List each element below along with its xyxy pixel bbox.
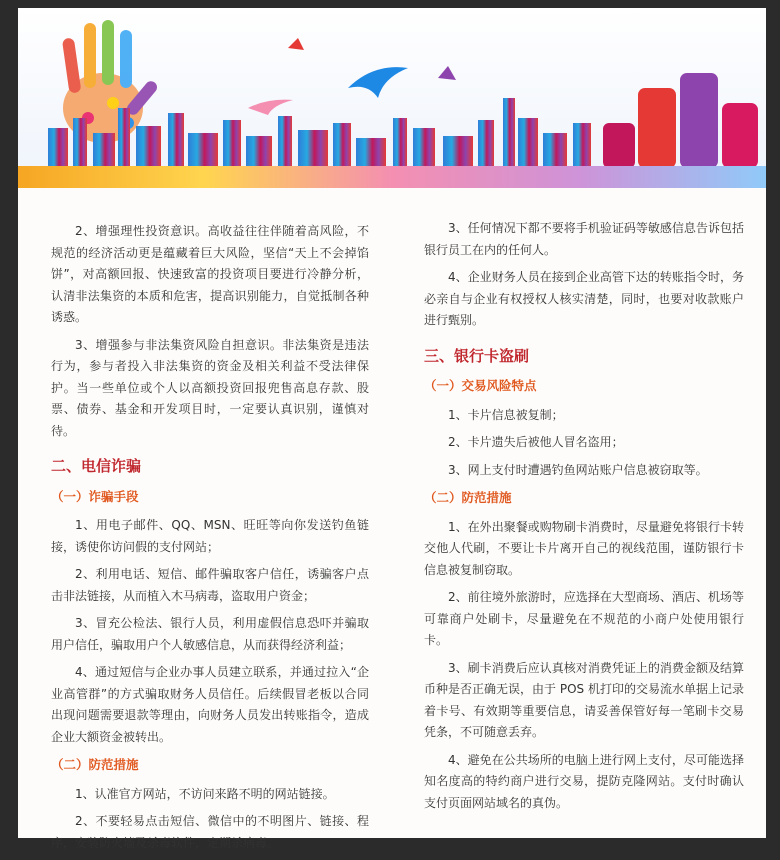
paragraph: 3、增强参与非法集资风险自担意识。非法集资是违法行为，参与者投入非法集资的资金及相关利益不受法律保护。当一些单位或个人以高额投资回报兜售高息存款、股票、债券、基金和开发项目时，一定要认真识别，谨慎对待。 bbox=[51, 337, 369, 438]
paragraph: 3、任何情况下都不要将手机验证码等敏感信息告诉包括银行员工在内的任何人。 bbox=[424, 221, 744, 257]
paragraph: 2、前往境外旅游时，应选择在大型商场、酒店、机场等可靠商户处刷卡，尽量避免在不规范的小商户处使用银行卡。 bbox=[424, 590, 744, 647]
paragraph: 4、企业财务人员在接到企业高管下达的转账指令时，务必亲自与企业有权授权人核实清楚，同时，也要对收款账户进行甄别。 bbox=[424, 270, 744, 327]
section-heading: 二、电信诈骗 bbox=[51, 457, 142, 475]
paragraph: 3、刷卡消费后应认真核对消费凭证上的消费金额及结算币种是否正确无误，由于 POS 机打印的交易流水单据上记录着卡号、有效期等重要信息，请妥善保管好每一笔刷卡交易凭条，不可随意丢弃。 bbox=[424, 660, 744, 739]
subsection-heading: （一）交易风险特点 bbox=[424, 378, 537, 393]
paragraph: 2、利用电话、短信、邮件骗取客户信任，诱骗客户点击非法链接，从而植入木马病毒，盗取用户资金； bbox=[51, 567, 369, 603]
paragraph: 3、网上支付时遭遇钓鱼网站账户信息被窃取等。 bbox=[448, 462, 708, 477]
paragraph: 1、认准官方网站，不访问来路不明的网站链接。 bbox=[75, 786, 335, 801]
subsection-heading: （一）诈骗手段 bbox=[51, 488, 139, 504]
paragraph: 1、用电子邮件、QQ、MSN、旺旺等向你发送钓鱼链接，诱使你访问假的支付网站； bbox=[51, 518, 369, 554]
paragraph: 4、避免在公共场所的电脑上进行网上支付，尽可能选择知名度高的特约商户进行交易，提防克隆网站。支付时确认支付页面网站域名的真伪。 bbox=[424, 752, 744, 810]
paragraph: 4、通过短信与企业办事人员建立联系，并通过拉入“企业高管群”的方式骗取财务人员信任。后续假冒老板以合同出现问题需要退款等理由，向财务人员发出转账指令，造成企业大额资金被转出。 bbox=[51, 665, 369, 744]
paragraph: 1、卡片信息被复制； bbox=[448, 407, 564, 422]
section-heading: 三、银行卡盗刷 bbox=[424, 346, 530, 365]
anti-fraud-banner-image bbox=[18, 8, 766, 188]
document-page bbox=[18, 8, 766, 850]
right-column bbox=[424, 218, 744, 820]
subsection-heading: （二）防范措施 bbox=[51, 757, 139, 772]
subsection-heading: （二）防范措施 bbox=[424, 490, 512, 505]
paragraph: 2、不要轻易点击短信、微信中的不明图片、链接、程序，安装防火墙及杀毒软件，定期杀病毒。 bbox=[51, 814, 369, 850]
paragraph: 1、在外出聚餐或购物刷卡消费时，尽量避免将银行卡转交他人代刷，不要让卡片离开自己的视线范围，谨防银行卡信息被复制窃取。 bbox=[424, 519, 744, 577]
left-column bbox=[51, 221, 369, 860]
paragraph: 2、增强理性投资意识。高收益往往伴随着高风险，不规范的经济活动更是蕴藏着巨大风险，坚信“天上不会掉馅饼”，对高额回报、快速致富的投资项目要进行冷静分析，认清非法集资的本质和危害，提高识别能力，自觉抵制各种诱惑。 bbox=[51, 224, 369, 324]
paragraph: 3、冒充公检法、银行人员，利用虚假信息恐吓并骗取用户信任，骗取用户个人敏感信息，从而获得经济利益； bbox=[51, 616, 369, 652]
paragraph: 2、卡片遗失后被他人冒名盗用； bbox=[448, 435, 624, 449]
